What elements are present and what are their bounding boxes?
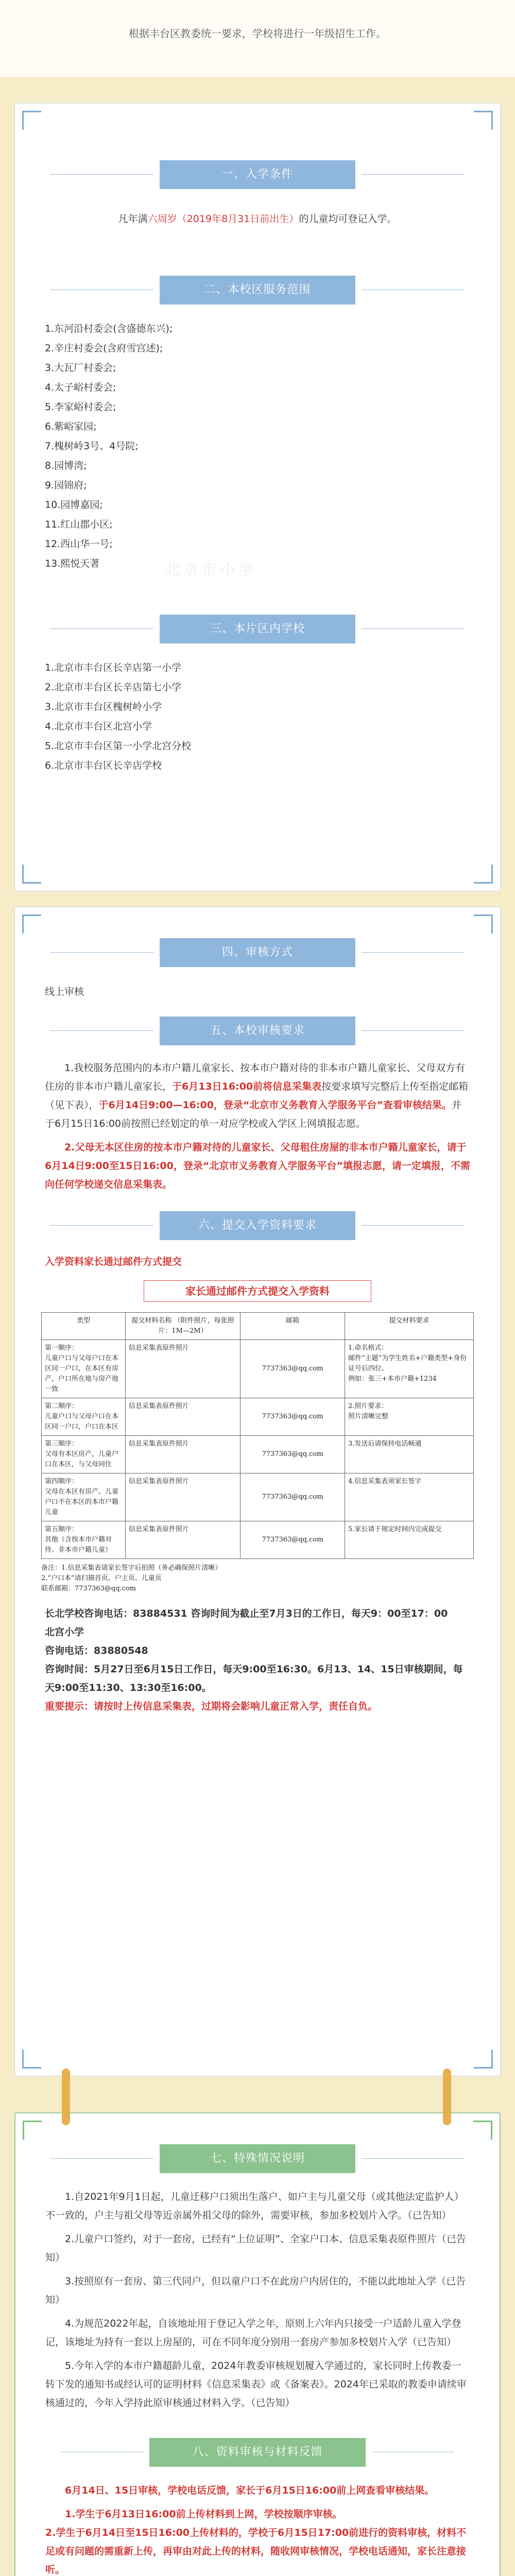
list-item: 8.园博湾; (45, 460, 87, 471)
list-item: 1.北京市丰台区长辛店第一小学 (45, 662, 182, 673)
materials-table (41, 1312, 474, 1559)
column-header: 提交材料要求 (345, 1313, 474, 1340)
section-5-para-1: 1.我校服务范围内的本市户籍儿童家长、按本市户籍对待的非本市户籍儿童家长、父母双方有住房的非本市户籍儿童家长，于6月13日16:00前将信息采集表按要求填写完整后上传至指定邮箱（见下表），于6月14日9:00—16:00，登录“北京市义务教育入学服务平台”查看审核结果。并于6月15日16:00前按照已经划定的单一对应学校或入学区上网填报志愿。 (45, 1062, 469, 1129)
decorative-ribbon (62, 2069, 70, 2125)
list-item: 4.北京市丰台区北宫小学 (45, 721, 152, 732)
section-4-body: 线上审核 (45, 986, 84, 997)
column-header: 提交材料名称 （附件照片，每张照片：1M—2M） (126, 1313, 241, 1340)
table-note: 备注：1.信息采集表请家长签字后拍照（务必确保照片清晰） (41, 1564, 222, 1572)
review-card (14, 907, 501, 2076)
email-link[interactable]: 7737363@qq.com (241, 1436, 345, 1473)
table-row: 第三顺序： 父母有本区房产，儿童户口在本区，与父母同住 信息采集表原件照片 7737363@qq.com 3.发送后请保持电话畅通 (42, 1436, 474, 1473)
list-item: 6.北京市丰台区长辛店学校 (45, 760, 162, 771)
section-6-title: 六、提交入学资料要求 (160, 1211, 355, 1240)
district-school-list (15, 658, 500, 775)
table-row: 第一顺序： 儿童户口与父母户口在本区同一户口，在本区有房产，户口所在地与房产地一致 信息采集表原件照片 7737363@qq.com 1.命名格式： 邮件“主题”为学生姓名+户籍类型+身份证号后四位。 例如：张三+本市户籍+1234 (42, 1340, 474, 1398)
email-link[interactable]: 7737363@qq.com (241, 1473, 345, 1521)
table-note: 联系邮箱：7737363@qq.com (41, 1585, 136, 1592)
list-item: 7.槐树岭3号、4号院; (45, 440, 139, 452)
table-row: 第五顺序： 其他（含按本市户籍对待、非本市户籍儿童） 信息采集表原件照片 7737363@qq.com 5.家长请于规定时间内完成提交 (42, 1521, 474, 1559)
section-7-para: 3.按照原有一套房、第三代同户，但以童户口不在此房户内居住的，不能以此地址入学（已告知） (45, 2276, 466, 2306)
list-item: 2.辛庄村委会(含府雪宫述); (45, 343, 163, 354)
list-item: 2.北京市丰台区长辛店第七小学 (45, 682, 182, 693)
column-header: 邮箱 (241, 1313, 345, 1340)
section-8-title: 八、资料审核与材料反馈 (149, 2438, 366, 2467)
table-title: 家长通过邮件方式提交入学资料 (144, 1280, 371, 1302)
list-item: 3.北京市丰台区槐树岭小学 (45, 701, 162, 713)
list-item: 5.李家峪村委会; (45, 401, 116, 413)
section-7-para: 1.自2021年9月1日起，儿童迁移户口须出生落户、如户主与儿童父母（或其他法定监护人）不一致的，户主与祖父母等近亲属外祖父母的除外，需要审核，参加多校划片入学。（已告知） (45, 2191, 464, 2221)
important-tip: 重要提示：请按时上传信息采集表，过期将会影响儿童正常入学，责任自负。 (45, 1701, 378, 1712)
section-5-title: 五、本校审核要求 (160, 1016, 355, 1045)
table-row: 第四顺序： 父母在本区有房产、儿童户口不在本区的本市户籍儿童 信息采集表原件照片 7737363@qq.com 4.信息采集表须家长签字 (42, 1473, 474, 1521)
school-phone: 咨询电话：83880548 (45, 1645, 148, 1656)
section-7-para: 2.儿童户口签约，对于一套房，已经有“上位证明”、全家户口本、信息采集表原件照片（已告知） (45, 2233, 466, 2263)
section-2-title: 二、本校区服务范围 (160, 276, 355, 304)
list-item: 5.北京市丰台区第一小学北宫分校 (45, 740, 192, 752)
section-3-title: 三、本片区内学校 (160, 615, 355, 643)
table-note: 2.“户口本”请扫描首页、户主页、儿童页 (41, 1574, 162, 1582)
email-link[interactable]: 7737363@qq.com (241, 1398, 345, 1436)
intro-section (0, 0, 515, 78)
table-header-row (42, 1313, 474, 1340)
table-row: 第二顺序： 儿童户口与父母户口在本区同一户口，户口在本区 信息采集表原件照片 7737363@qq.com 2.照片要求： 照片清晰完整 (42, 1398, 474, 1436)
intro-text: 根据丰台区教委统一要求，学校将进行一年级招生工作。 (129, 27, 386, 40)
section-7-title: 七、特殊情况说明 (160, 2144, 355, 2173)
service-area-list (15, 319, 500, 573)
list-item: 6.紫峪家园; (45, 421, 97, 432)
section-5-para-2: 2.父母无本区住房的按本市户籍对待的儿童家长、父母租住房屋的非本市户籍儿童家长，请于6月14日9:00至15日16:00，登录“北京市义务教育入学服务平台”填报志愿，请一定填报，不需向任何学校递交信息采集表。 (45, 1142, 470, 1190)
list-item: 12.西山华一号; (45, 538, 113, 550)
list-item: 10.园博嘉园; (45, 499, 103, 511)
watermark-text: 北京市小学 (164, 561, 257, 579)
consult-phone: 长北学校咨询电话：83884531 咨询时间为截止至7月3日的工作日，每天9：00至17：00 (45, 1608, 448, 1619)
submission-method: 入学资料家长通过邮件方式提交 (45, 1256, 182, 1267)
email-link[interactable]: 7737363@qq.com (241, 1340, 345, 1398)
notes-card (14, 2112, 501, 2576)
section-1-body: 凡年满六周岁（2019年8月31日前出生）的儿童均可登记入学。 (118, 213, 397, 225)
section-8-body (45, 2481, 470, 2576)
section-8-para: 6月14日、15日审核，学校电话反馈，家长于6月15日16:00前上网查看审核结果。 (65, 2485, 435, 2496)
consult-time: 咨询时间：5月27日至6月15日工作日，每天9:00至16:30。6月13、14、15日审核期间，每天9:00至11:30、13:30至16:00。 (45, 1664, 463, 1693)
column-header: 类型 (42, 1313, 126, 1340)
section-1-title: 一、入学条件 (160, 160, 355, 189)
school-phone-label: 北宫小学 (45, 1626, 84, 1638)
section-7-body (45, 2188, 470, 2412)
list-item: 11.红山郡小区; (45, 519, 113, 530)
section-7-para: 5.今年入学的本市户籍超龄儿童，2024年教委审核规划履入学通过的，家长同时上传教委一转下发的通知书或经认可的证明材料《信息采集表》或《备案表》。2024年已采取的教委申请续审核通过的，今年入学持此原审核通过材料入学。（已告知） (45, 2360, 467, 2409)
email-link[interactable]: 7737363@qq.com (241, 1521, 345, 1559)
list-item: 4.太子峪村委会; (45, 382, 116, 393)
admission-card (14, 103, 501, 891)
list-item: 9.园锦府; (45, 480, 87, 491)
section-8-para: 1.学生于6月13日16:00前上传材料到上网，学校按顺序审核。 2.学生于6月14日至15日16:00上传材料的，学校于6月15日17:00前进行的资料审核，材料不足或有问题的需重新上传，再审由对此上传的材料，随收网审核情况，学校电话通知，家长注意接听。 (45, 2509, 467, 2575)
list-item: 13.熙悦天著 (45, 558, 100, 569)
list-item: 3.大瓦厂村委会; (45, 362, 116, 374)
section-4-title: 四、审核方式 (160, 938, 355, 967)
list-item: 1.东河沿村委会(含盛德东兴); (45, 323, 173, 334)
section-7-para: 4.为规范2022年起，自该地址用于登记入学之年，原则上六年内只接受一户适龄儿童入学登记，该地址为持有一套以上房屋的，可在不同年度分别用一套房产参加多校划片入学（已告知） (45, 2318, 461, 2348)
decorative-ribbon (443, 2069, 451, 2125)
section-5-body (45, 1059, 470, 1194)
birth-date-requirement: 六周岁（2019年8月31日前出生） (147, 213, 299, 225)
